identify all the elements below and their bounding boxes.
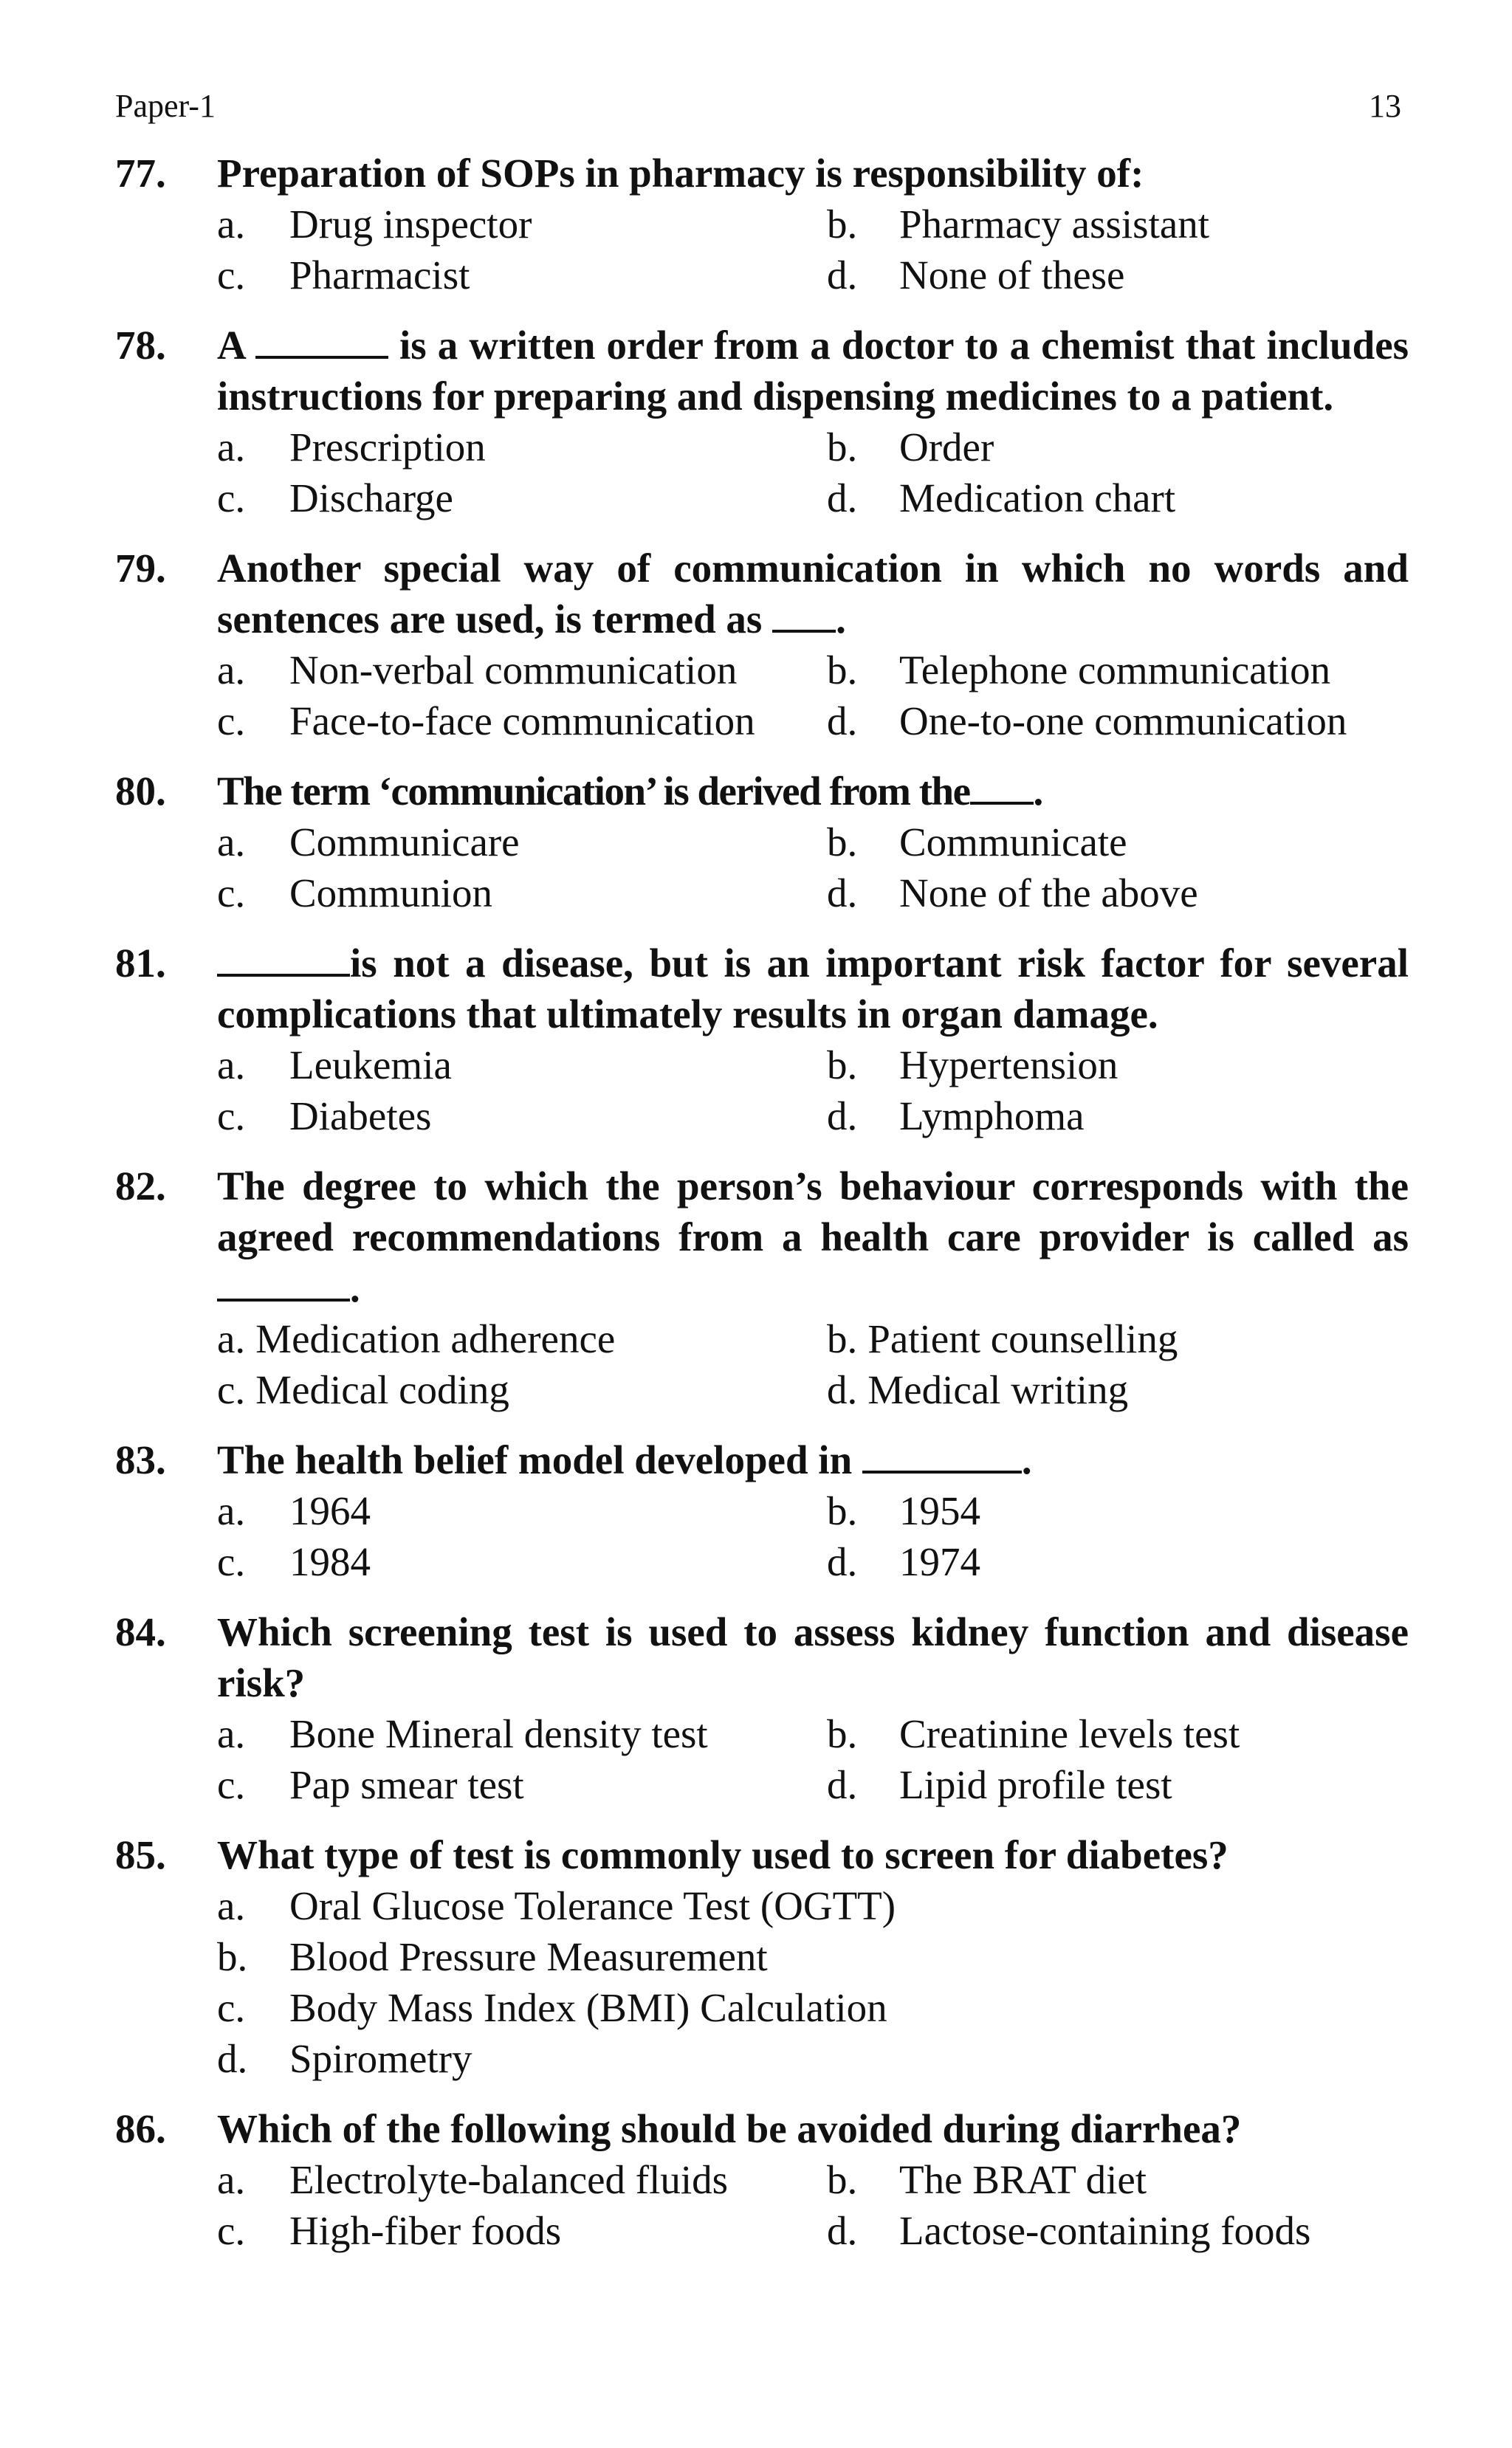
option-d: d. Medical writing (827, 1367, 1129, 1412)
question-86 (115, 2103, 1409, 2256)
question-83 (115, 1434, 1409, 1587)
question-text: The term ‘communication’ is derived from the . (217, 769, 1042, 814)
question-text: What type of test is commonly used to screen for diabetes? (217, 1832, 1228, 1877)
question-81 (115, 938, 1409, 1141)
question-text: Another special way of communication in which no words and sentences are used, is termed as . (217, 546, 1409, 642)
question-78 (115, 320, 1409, 523)
option-c: c. High-fiber foods (217, 2208, 562, 2253)
option-c: c. Diabetes (217, 1093, 432, 1138)
answer-blank (217, 1265, 350, 1302)
question-number: 86. (115, 2106, 166, 2151)
answer-blank (255, 322, 388, 359)
option-c: c. Body Mass Index (BMI) Calculation (217, 1985, 887, 2030)
option-c: c. Communion (217, 870, 493, 915)
option-c: c. Pap smear test (217, 1762, 524, 1807)
option-a: a. Prescription (217, 424, 486, 470)
paper-label: Paper-1 (115, 88, 216, 124)
option-a: a. Bone Mineral density test (217, 1711, 708, 1756)
option-b: b. Communicate (827, 819, 1127, 864)
option-a: a. Medication adherence (217, 1316, 616, 1361)
option-a: a. Oral Glucose Tolerance Test (OGTT) (217, 1883, 896, 1928)
answer-blank (862, 1437, 1022, 1474)
option-d: d. Lipid profile test (827, 1762, 1172, 1807)
option-c: c. Pharmacist (217, 252, 470, 298)
option-c: c. 1984 (217, 1539, 371, 1584)
option-d: d. One-to-one communication (827, 698, 1347, 743)
answer-blank (217, 940, 350, 977)
option-a: a. Drug inspector (217, 202, 532, 247)
question-text: Which screening test is used to assess kidney function and disease risk? (217, 1609, 1409, 1705)
option-a: a. Communicare (217, 819, 520, 864)
question-number: 81. (115, 941, 166, 986)
option-d: d. Medication chart (827, 475, 1176, 520)
option-b: b. Blood Pressure Measurement (217, 1934, 768, 1979)
question-80 (115, 766, 1409, 918)
option-a: a. Electrolyte-balanced fluids (217, 2157, 729, 2202)
question-77 (115, 148, 1409, 300)
option-b: b. The BRAT diet (827, 2157, 1147, 2202)
option-b: b. Telephone communication (827, 647, 1331, 692)
question-text: The degree to which the person’s behaviour corresponds with the agreed recommendations from a health care provider is called as . (217, 1163, 1409, 1310)
option-d: d. Lymphoma (827, 1093, 1085, 1138)
option-b: b. Order (827, 424, 994, 470)
option-d: d. None of the above (827, 870, 1198, 915)
question-list (115, 148, 1409, 2275)
option-c: c. Face-to-face communication (217, 698, 755, 743)
option-a: a. Non-verbal communication (217, 647, 738, 692)
question-number: 82. (115, 1163, 166, 1208)
option-d: d. 1974 (827, 1539, 980, 1584)
option-d: d. Lactose-containing foods (827, 2208, 1311, 2253)
question-text: The health belief model developed in . (217, 1437, 1032, 1482)
question-number: 79. (115, 546, 166, 591)
page-header (115, 87, 1401, 131)
question-number: 80. (115, 769, 166, 814)
question-84 (115, 1606, 1409, 1810)
option-b: b. Hypertension (827, 1042, 1118, 1087)
option-a: a. 1964 (217, 1488, 371, 1533)
option-b: b. 1954 (827, 1488, 980, 1533)
option-c: c. Discharge (217, 475, 453, 520)
option-d: d. Spirometry (217, 2036, 472, 2081)
option-b: b. Pharmacy assistant (827, 202, 1210, 247)
answer-blank (772, 596, 836, 633)
question-82 (115, 1161, 1409, 1415)
question-text: is not a disease, but is an important risk factor for several complications that ultimately results in organ damage. (217, 941, 1409, 1036)
option-b: b. Creatinine levels test (827, 1711, 1240, 1756)
question-85 (115, 1829, 1409, 2084)
question-text: A is a written order from a doctor to a chemist that includes instructions for preparing and dispensing medicines to a patient. (217, 323, 1409, 419)
answer-blank (970, 768, 1034, 805)
page-number: 13 (1369, 88, 1401, 124)
question-text: Preparation of SOPs in pharmacy is responsibility of: (217, 151, 1144, 196)
question-number: 83. (115, 1437, 166, 1482)
option-a: a. Leukemia (217, 1042, 452, 1087)
option-d: d. None of these (827, 252, 1125, 298)
question-number: 77. (115, 151, 166, 196)
option-b: b. Patient counselling (827, 1316, 1178, 1361)
question-number: 84. (115, 1609, 166, 1654)
option-c: c. Medical coding (217, 1367, 509, 1412)
question-79 (115, 543, 1409, 746)
question-number: 85. (115, 1832, 166, 1877)
question-number: 78. (115, 323, 166, 368)
question-text: Which of the following should be avoided during diarrhea? (217, 2106, 1242, 2151)
